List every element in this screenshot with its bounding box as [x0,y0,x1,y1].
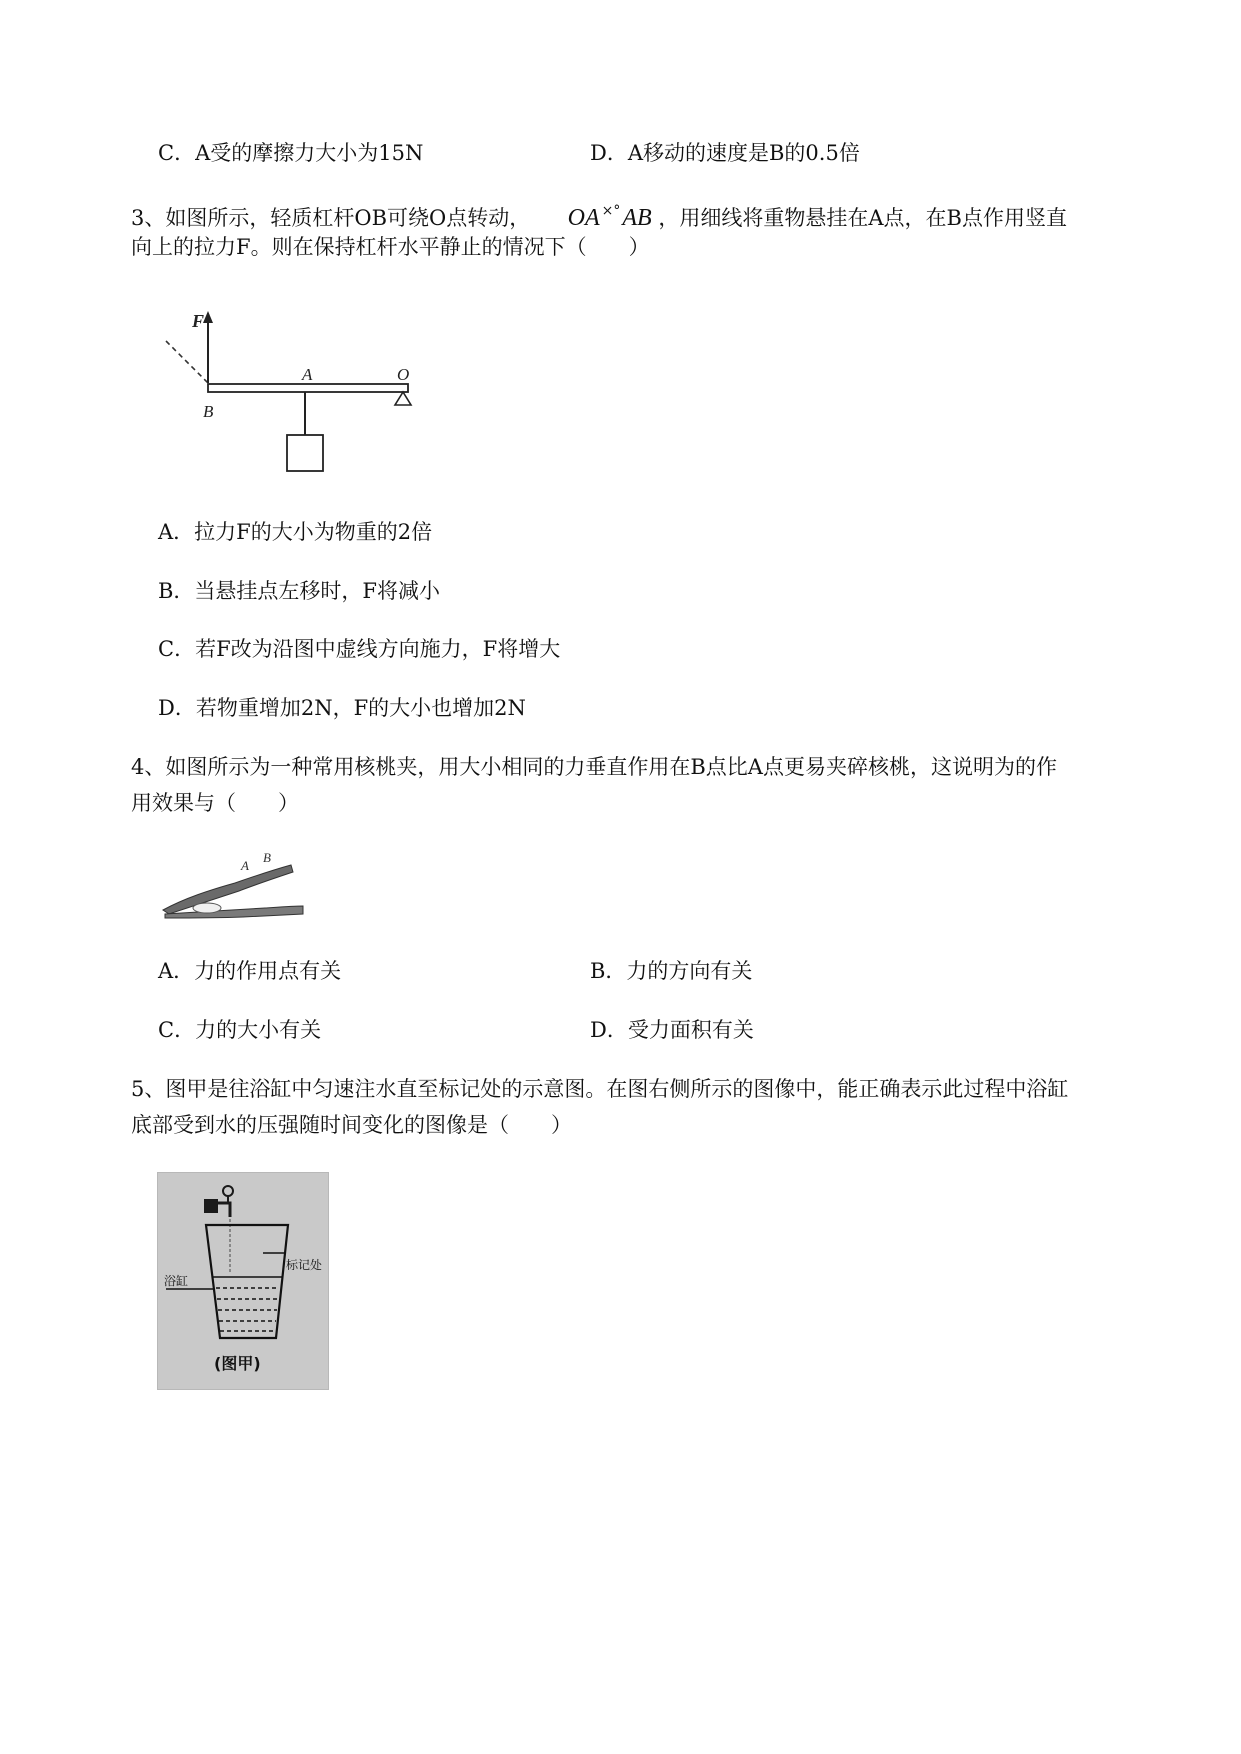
q5-label-mark: 标记处 [286,1258,323,1272]
q4-stem-line1: 4、如图所示为一种常用核桃夹，用大小相同的力垂直作用在B点比A点更易夹碎核桃，这说明为的作 [131,755,1057,779]
q3-pivot [395,392,411,405]
q3-lever-figure [160,305,430,480]
q3-label-b: B [203,402,214,421]
q5-stem-line2: 底部受到水的压强随时间变化的图像是（ ） [131,1113,572,1137]
q5-bathtub-diagram [158,1173,328,1389]
q4-option-c: C．力的大小有关 [158,1018,322,1042]
q2-option-c: C．A受的摩擦力大小为15N [158,141,424,165]
q3-label-o: O [397,365,410,384]
q3-label-a: A [302,365,313,384]
q3-weight-box [287,435,323,471]
q4-nutcracker-figure [155,848,315,928]
q3-lever-bar [208,384,408,392]
q3-dashed-force-line [166,341,208,383]
q2-option-d: D．A移动的速度是B的0.5倍 [590,141,860,165]
q4-nutcracker-jaw [193,903,221,913]
q3-option-d: D．若物重增加2N，F的大小也增加2N [158,696,526,720]
q3-force-arrowhead [203,311,213,323]
q4-stem-line2: 用效果与（ ） [131,791,299,815]
q3-option-a: A．拉力F的大小为物重的2倍 [158,520,433,544]
q5-stem-line1: 5、图甲是往浴缸中匀速注水直至标记处的示意图。在图右侧所示的图像中，能正确表示此过程中浴缸 [131,1077,1069,1101]
q5-faucet-knob [223,1186,233,1196]
q3-math-symbol: ×° [601,203,621,219]
q5-water-dashes [216,1288,279,1331]
q5-figure-photo [157,1172,329,1390]
q3-stem-part2: ，用细线将重物悬挂在A点，在B点作用竖直 [658,206,1067,230]
q4-label-b: B [263,850,271,865]
q5-faucet-handle [204,1199,218,1213]
q3-option-c: C．若F改为沿图中虚线方向施力，F将增大 [158,637,561,661]
q4-option-a: A．力的作用点有关 [158,959,342,983]
q5-figure-caption: (图甲) [214,1354,261,1373]
q3-stem-line1 [131,196,1067,233]
q4-option-d: D．受力面积有关 [590,1018,754,1042]
q3-math-oa: OA [567,205,600,231]
q3-stem-part1: 3、如图所示，轻质杠杆OB可绕O点转动， [131,206,531,230]
q5-faucet-pipe [218,1203,230,1217]
q3-stem-line2: 向上的拉力F。则在保持杠杆水平静止的情况下（ ） [131,235,650,259]
q3-label-f: F [192,311,205,331]
q4-label-a: A [241,858,249,873]
q5-label-tub: 浴缸 [164,1274,189,1288]
q3-option-b: B．当悬挂点左移时，F将减小 [158,579,441,603]
q3-math-ab: AB [622,205,652,231]
q4-nutcracker-upper-arm [163,865,293,914]
q4-option-b: B．力的方向有关 [590,959,753,983]
